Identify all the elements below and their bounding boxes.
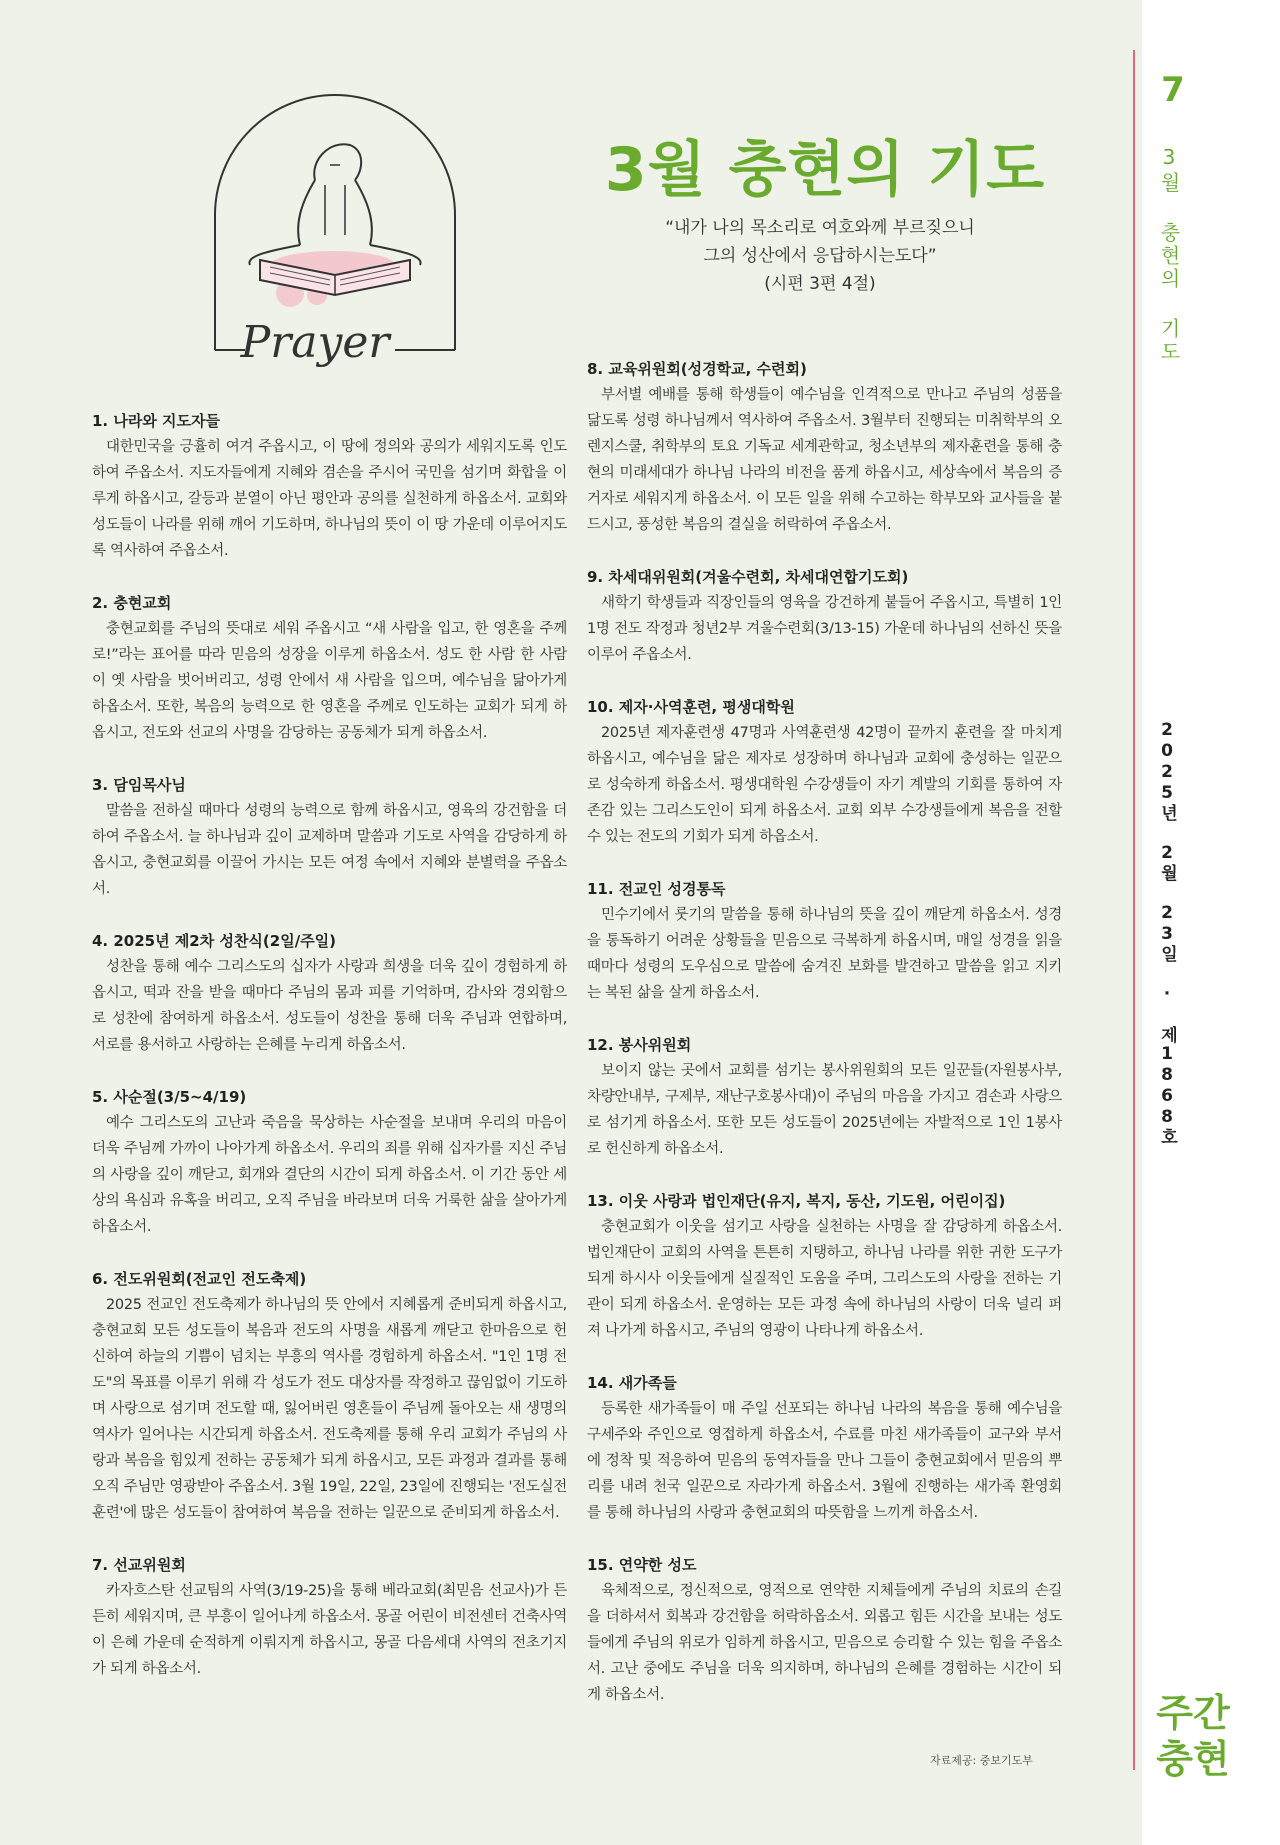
section-body: 등록한 새가족들이 매 주일 선포되는 하나님 나라의 복음을 통해 예수님을 구세주와 주인으로 영접하게 하옵소서, 수료를 마친 새가족들이 교구와 부서에 정착 및 적응하여 믿음의 동역자들을 만나 그들이 충현교회에서 믿음의 뿌리를 내려 천국 일꾼으로 자라가게 하옵소서. 3월에 진행하는 새가족 환영회를 통해 하나님의 사랑과 충현교회의 따뜻함을 느끼게 하옵소서. xyxy=(587,1401,1062,1521)
publication-brand xyxy=(1148,1690,1238,1782)
section-title: 10. 제자·사역훈련, 평생대학원 xyxy=(587,698,795,716)
section-body: 2025 전교인 전도축제가 하나님의 뜻 안에서 지혜롭게 준비되게 하옵시고, 충현교회 모든 성도들이 복음과 전도의 사명을 새롭게 깨닫고 한마음으로 헌신하여 하늘의 기쁨이 넘치는 부흥의 역사를 경험하게 하옵소서. "1인 1명 전도"의 목표를 이루기 위해 각 성도가 전도 대상자를 작정하고 끊임없이 기도하며 사랑으로 섬기며 전도할 때, 잃어버린 영혼들이 주님께 돌아오는 새 생명의 역사가 일어나는 시간되게 하옵소서. 전도축제를 통해 우리 교회가 주님의 사랑과 복음을 힘있게 전하는 공동체가 되게 하옵시고, 모든 과정과 결과를 통해 오직 주님만 영광받아 주옵소서. 3월 19일, 22일, 23일에 진행되는 '전도실전 훈련'에 많은 성도들이 참여하여 복음을 전하는 일꾼으로 준비되게 하옵소서. xyxy=(92,1297,567,1521)
arch-frame xyxy=(215,95,455,350)
section-body: 새학기 학생들과 직장인들의 영육을 강건하게 붙들어 주옵시고, 특별히 1인 1명 전도 작정과 청년2부 겨울수련회(3/13-15) 가운데 하나님의 선하신 뜻을 이루어 주옵소서. xyxy=(587,595,1062,663)
section-title: 8. 교육위원회(성경학교, 수련회) xyxy=(587,360,807,378)
prayer-section xyxy=(587,694,1062,850)
left-column xyxy=(92,408,567,1708)
section-body: 충현교회가 이웃을 섬기고 사랑을 실천하는 사명을 잘 감당하게 하옵소서. 법인재단이 교회의 사역을 튼튼히 지탱하고, 하나님 나라를 위한 귀한 도구가 되게 하시사 이웃들에게 실질적인 도움을 주며, 그리스도의 사랑을 전하는 기관이 되게 하옵소서. 운영하는 모든 과정 속에 하나님의 사랑이 더욱 널리 퍼져 나가게 하옵시고, 주님의 영광이 나타나게 하옵소서. xyxy=(587,1219,1062,1339)
section-title: 13. 이웃 사랑과 법인재단(유지, 복지, 동산, 기도원, 어린이집) xyxy=(587,1192,1006,1210)
section-body: 충현교회를 주님의 뜻대로 세워 주옵시고 “새 사람을 입고, 한 영혼을 주께로!”라는 표어를 따라 믿음의 성장을 이루게 하옵소서. 성도 한 사람 한 사람이 옛 사람을 벗어버리고, 성령 안에서 새 사람을 입으며, 예수님을 닮아가게 하옵소서. 또한, 복음의 능력으로 한 영혼을 주께로 인도하는 교회가 되게 하옵시고, 전도와 선교의 사명을 감당하는 공동체가 되게 하옵소서. xyxy=(92,621,567,741)
side-section-title: 3월 충현의 기도 xyxy=(1157,145,1181,364)
prayer-section xyxy=(92,408,567,564)
section-title: 15. 연약한 성도 xyxy=(587,1556,697,1574)
prayer-section xyxy=(587,356,1062,538)
prayer-section xyxy=(92,928,567,1058)
prayer-section xyxy=(92,1084,567,1240)
prayer-section xyxy=(92,772,567,902)
fingers xyxy=(325,165,345,235)
hands-top xyxy=(314,144,361,180)
verse-line: 그의 성산에서 응답하시는도다” xyxy=(703,246,937,266)
page-title: 3월 충현의 기도 xyxy=(604,135,1046,205)
section-title: 4. 2025년 제2차 성찬식(2일/주일) xyxy=(92,932,337,950)
prayer-section xyxy=(587,1188,1062,1344)
source-credit: 자료제공: 중보기도부 xyxy=(930,1754,1033,1767)
section-body: 민수기에서 룻기의 말씀을 통해 하나님의 뜻을 깊이 깨닫게 하옵소서. 성경을 통독하기 어려운 상황들을 믿음으로 극복하게 하옵시며, 매일 성경을 읽을 때마다 성령의 도우심으로 말씀에 숨겨진 보화를 발견하고 말씀을 읽고 지키는 복된 삶을 살게 하옵소서. xyxy=(587,907,1062,1001)
right-column xyxy=(587,356,1062,1734)
section-body: 육체적으로, 정신적으로, 영적으로 연약한 지체들에게 주님의 치료의 손길을 더하셔서 회복과 강건함을 허락하옵소서. 외롭고 힘든 시간을 보내는 성도들에게 주님의 위로가 임하게 하옵시고, 믿음으로 승리할 수 있는 힘을 주옵소서. 고난 중에도 주님을 더욱 의지하며, 하나님의 은혜를 경험하는 시간이 되게 하옵소서. xyxy=(587,1583,1062,1703)
verse-reference: (시편 3편 4절) xyxy=(764,274,876,294)
prayer-section xyxy=(92,590,567,746)
issue-date: 2025년 2월 23일 · 제1868호 xyxy=(1157,720,1177,1146)
prayer-hands-illustration xyxy=(205,85,465,395)
prayer-section xyxy=(587,564,1062,668)
section-title: 2. 충현교회 xyxy=(92,594,172,612)
section-title: 11. 전교인 성경통독 xyxy=(587,880,726,898)
prayer-section xyxy=(587,1552,1062,1708)
verse-line: “내가 나의 목소리로 여호와께 부르짖으니 xyxy=(665,218,975,238)
section-body: 2025년 제자훈련생 47명과 사역훈련생 42명이 끝까지 훈련을 잘 마치게 하옵시고, 예수님을 닮은 제자로 성장하며 하나님과 교회에 충성하는 일꾼으로 성숙하게 하옵소서. 평생대학원 수강생들이 자기 계발의 기회를 통하여 자존감 있는 그리스도인이 되게 하옵소서. 교회 외부 수강생들에게 복음을 전할 수 있는 전도의 기회가 되게 하옵소서. xyxy=(587,725,1062,845)
prayer-section xyxy=(587,1032,1062,1162)
bible-verse xyxy=(600,214,1040,298)
section-body: 보이지 않는 곳에서 교회를 섬기는 봉사위원회의 모든 일꾼들(자원봉사부, 차량안내부, 구제부, 재난구호봉사대)이 주님의 마음을 가지고 겸손과 사랑으로 섬기게 하옵소서. 또한 모든 성도들이 2025년에는 자발적으로 1인 1봉사로 헌신하게 하옵소서. xyxy=(587,1063,1062,1157)
section-body: 예수 그리스도의 고난과 죽음을 묵상하는 사순절을 보내며 우리의 마음이 더욱 주님께 가까이 나아가게 하옵소서. 우리의 죄를 위해 십자가를 지신 주님의 사랑을 깊이 깨닫고, 회개와 결단의 시간이 되게 하옵소서. 이 기간 동안 세상의 욕심과 유혹을 버리고, 오직 주님을 바라보며 더욱 거룩한 삶을 살아가게 하옵소서. xyxy=(92,1115,567,1235)
section-title: 7. 선교위원회 xyxy=(92,1556,186,1574)
section-title: 5. 사순절(3/5~4/19) xyxy=(92,1088,247,1106)
prayer-word: Prayer xyxy=(240,317,390,368)
sidebar-divider xyxy=(1133,50,1135,1770)
prayer-section xyxy=(92,1552,567,1682)
section-title: 14. 새가족들 xyxy=(587,1374,677,1392)
prayer-section xyxy=(587,876,1062,1006)
section-body: 부서별 예배를 통해 학생들이 예수님을 인격적으로 만나고 주님의 성품을 닮도록 성령 하나님께서 역사하여 주옵소서. 3월부터 진행되는 미취학부의 오렌지스쿨, 취학부의 토요 기독교 세계관학교, 청소년부의 제자훈련을 통해 충현의 미래세대가 하나님 나라의 비전을 품게 하옵시고, 세상속에서 복음의 증거자로 세워지게 하옵소서. 이 모든 일을 위해 수고하는 학부모와 교사들을 붙드시고, 풍성한 복음의 결실을 허락하여 주옵소서. xyxy=(587,387,1062,533)
page-number: 7 xyxy=(1161,70,1185,110)
section-title: 9. 차세대위원회(겨울수련회, 차세대연합기도회) xyxy=(587,568,909,586)
brand-line1: 주간 xyxy=(1156,1691,1230,1735)
arms xyxy=(298,180,372,245)
prayer-section xyxy=(587,1370,1062,1526)
section-title: 6. 전도위원회(전교인 전도축제) xyxy=(92,1270,307,1288)
section-body: 성찬을 통해 예수 그리스도의 십자가 사랑과 희생을 더욱 깊이 경험하게 하옵시고, 떡과 잔을 받을 때마다 주님의 몸과 피를 기억하며, 감사와 경외함으로 성찬에 참여하게 하옵소서. 성도들이 성찬을 통해 더욱 주님과 연합하며, 서로를 용서하고 사랑하는 은혜를 누리게 하옵소서. xyxy=(92,959,567,1053)
section-title: 3. 담임목사님 xyxy=(92,776,186,794)
section-body: 카자흐스탄 선교팀의 사역(3/19-25)을 통해 베라교회(최믿음 선교사)가 든든히 세워지며, 큰 부흥이 일어나게 하옵소서. 몽골 어린이 비전센터 건축사역이 은혜 가운데 순적하게 이뤄지게 하옵시고, 몽골 다음세대 사역의 전초기지가 되게 하옵소서. xyxy=(92,1583,567,1677)
section-title: 1. 나라와 지도자들 xyxy=(92,412,221,430)
section-body: 대한민국을 긍휼히 여겨 주옵시고, 이 땅에 정의와 공의가 세워지도록 인도하여 주옵소서. 지도자들에게 지혜와 겸손을 주시어 국민을 섬기며 화합을 이루게 하옵시고, 갈등과 분열이 아닌 평안과 공의를 실천하게 하옵소서. 교회와 성도들이 나라를 위해 깨어 기도하며, 하나님의 뜻이 이 땅 가운데 이루어지도록 역사하여 주옵소서. xyxy=(92,439,567,559)
brand-line2: 충현 xyxy=(1156,1737,1230,1781)
section-body: 말씀을 전하실 때마다 성령의 능력으로 함께 하옵시고, 영육의 강건함을 더하여 주옵소서. 늘 하나님과 깊이 교제하며 말씀과 기도로 사역을 감당하게 하옵시고, 충현교회를 이끌어 가시는 모든 여정 속에서 지혜와 분별력을 주옵소서. xyxy=(92,803,567,897)
section-title: 12. 봉사위원회 xyxy=(587,1036,692,1054)
prayer-section xyxy=(92,1266,567,1526)
